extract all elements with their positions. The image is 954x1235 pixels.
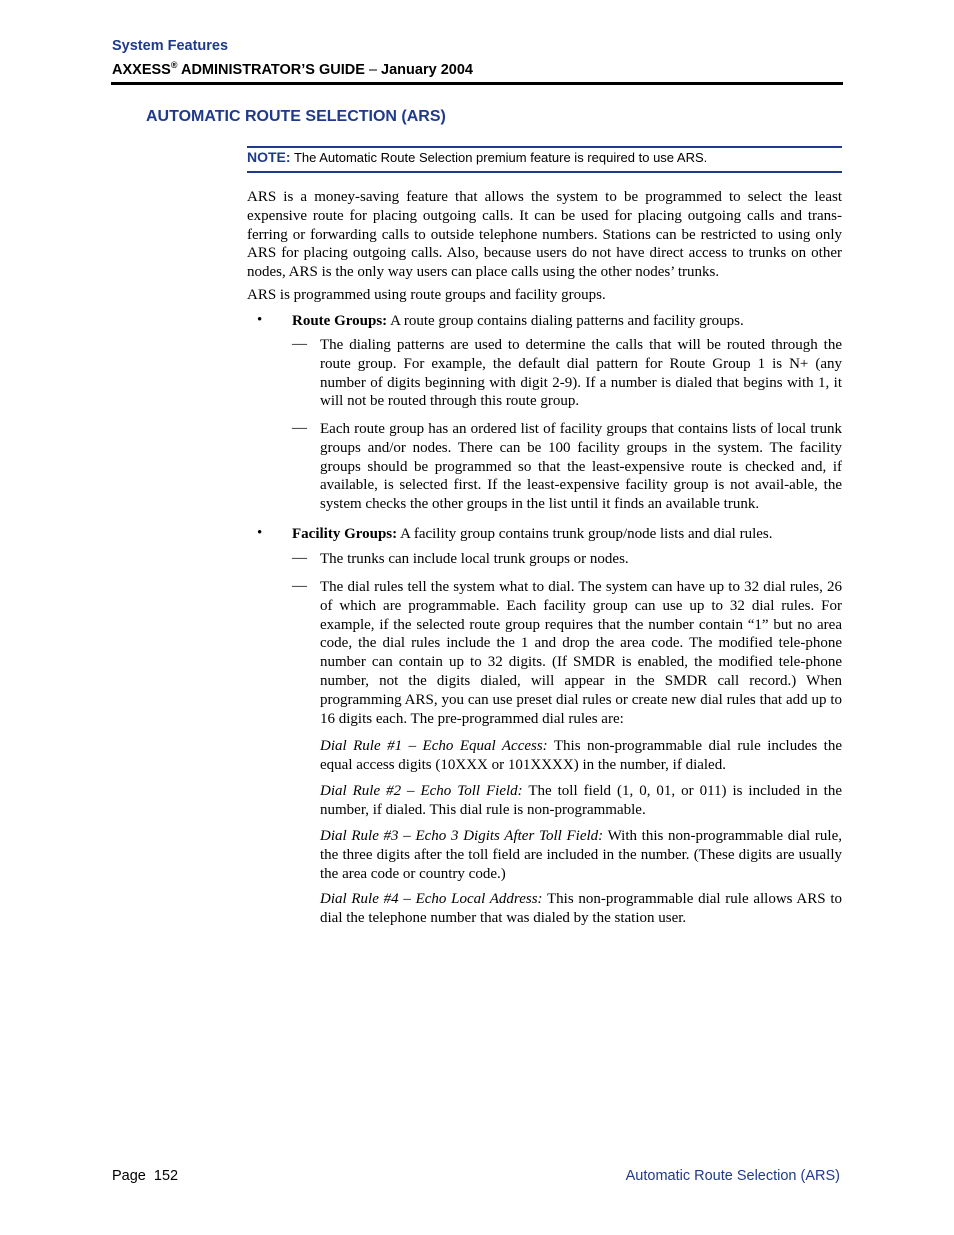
dial-rule-name: Dial Rule #4 – Echo Local Address: xyxy=(320,891,543,907)
bullet-marker: • xyxy=(257,312,263,328)
note-bottom-rule xyxy=(247,171,842,173)
dial-rule-text: With this non-programmable dial rule, the three digits after the toll field are included in the number. (These digits are usually the area code or country code.) xyxy=(320,828,842,882)
dial-rule-text: The toll field (1, 0, 01, or 011) is included in the number, if dialed. This dial rule is non-programmable. xyxy=(320,783,842,818)
dial-rule xyxy=(320,737,842,775)
sub-item: The trunks can include local trunk groups or nodes. xyxy=(320,551,629,567)
running-header-guide xyxy=(112,60,473,78)
footer-page-number: Page 152 xyxy=(112,1168,179,1184)
dial-rule-text: This non-programmable dial rule allows ARS to dial the telephone number that was dialed by the station user. xyxy=(320,891,842,926)
footer-section-title: Automatic Route Selection (ARS) xyxy=(625,1168,840,1184)
running-header-section: System Features xyxy=(112,38,229,54)
guide-dash: – xyxy=(364,61,382,78)
bullet-term: Facility Groups: xyxy=(292,526,398,542)
note-top-rule xyxy=(247,146,842,148)
guide-date: January 2004 xyxy=(381,61,473,78)
section-title: AUTOMATIC ROUTE SELECTION (ARS) xyxy=(146,108,446,125)
sub-item: The dialing patterns are used to determine the calls that will be routed through the route group. For example, the default dial pattern for Route Group 1 is N+ (any number of digits beginning with digit 2-9). If a number is dialed that begins with 1, it will not be routed through this route group. xyxy=(320,337,842,410)
intro-paragraph: ARS is programmed using route groups and facility groups. xyxy=(247,287,606,303)
dash-marker: — xyxy=(292,336,307,352)
dial-rule-name: Dial Rule #1 – Echo Equal Access: xyxy=(320,738,548,754)
bullet-text: A facility group contains trunk group/node lists and dial rules. xyxy=(397,526,773,542)
sub-item: Each route group has an ordered list of facility groups that contains lists of local trunk groups and/or nodes. There can be 100 facility groups in the system. The facility groups should be programmed so that the least-expensive route is checked and, if available, is selected first. If the least-expensive facility group is not avail-able, the system checks the other groups in the list until it finds an available trunk. xyxy=(320,421,842,513)
sub-item: The dial rules tell the system what to dial. The system can have up to 32 dial rules, 26 of which are programmable. Each facility group can use up to 32 dial rules. For example, if the selected route group requires that the number contain “1” but no area code, the dial rules include the 1 and drop the area code. The modified tele-phone number can contain up to 32 digits. (If SMDR is enabled, the modified tele-phone number, not the digits dialed, will appear in the SMDR call record.) When programming ARS, you can use preset dial rules or create new dial rules that add up to 16 digits each. The pre-programmed dial rules are: xyxy=(320,579,842,727)
intro-paragraph: ARS is a money-saving feature that allows the system to be programmed to select the least expensive route for placing outgoing calls. It can be used for placing outgoing calls and trans-ferring or forwarding calls to outside telephone numbers. Stations can be restricted to using only ARS for placing outgoing calls. Also, because users do not have direct access to trunks on other nodes, ARS is the only way users can place calls using the other nodes’ trunks. xyxy=(247,189,842,281)
bullet-item-facility-groups xyxy=(292,525,842,544)
dial-rule xyxy=(320,782,842,820)
registered-mark: ® xyxy=(170,60,178,70)
note-label: NOTE: xyxy=(247,149,291,165)
dash-marker: — xyxy=(292,420,307,436)
guide-brand: AXXESS xyxy=(112,61,171,78)
dial-rule-text: This non-programmable dial rule includes the equal access digits (10XXX or 101XXXX) in the number, if dialed. xyxy=(320,738,843,773)
dash-marker: — xyxy=(292,550,307,566)
dial-rule-name: Dial Rule #3 – Echo 3 Digits After Toll Field: xyxy=(320,828,604,844)
header-rule xyxy=(111,82,843,85)
guide-title: ADMINISTRATOR’S GUIDE xyxy=(177,61,365,78)
bullet-term: Route Groups: xyxy=(292,313,388,329)
bullet-item-route-groups xyxy=(292,312,842,331)
bullet-marker: • xyxy=(257,525,263,541)
note-box xyxy=(247,149,707,165)
dial-rule-name: Dial Rule #2 – Echo Toll Field: xyxy=(320,783,523,799)
dial-rule xyxy=(320,827,842,883)
note-text: The Automatic Route Selection premium feature is required to use ARS. xyxy=(290,150,708,165)
bullet-text: A route group contains dialing patterns and facility groups. xyxy=(387,313,744,329)
dash-marker: — xyxy=(292,578,307,594)
dial-rule xyxy=(320,890,842,928)
